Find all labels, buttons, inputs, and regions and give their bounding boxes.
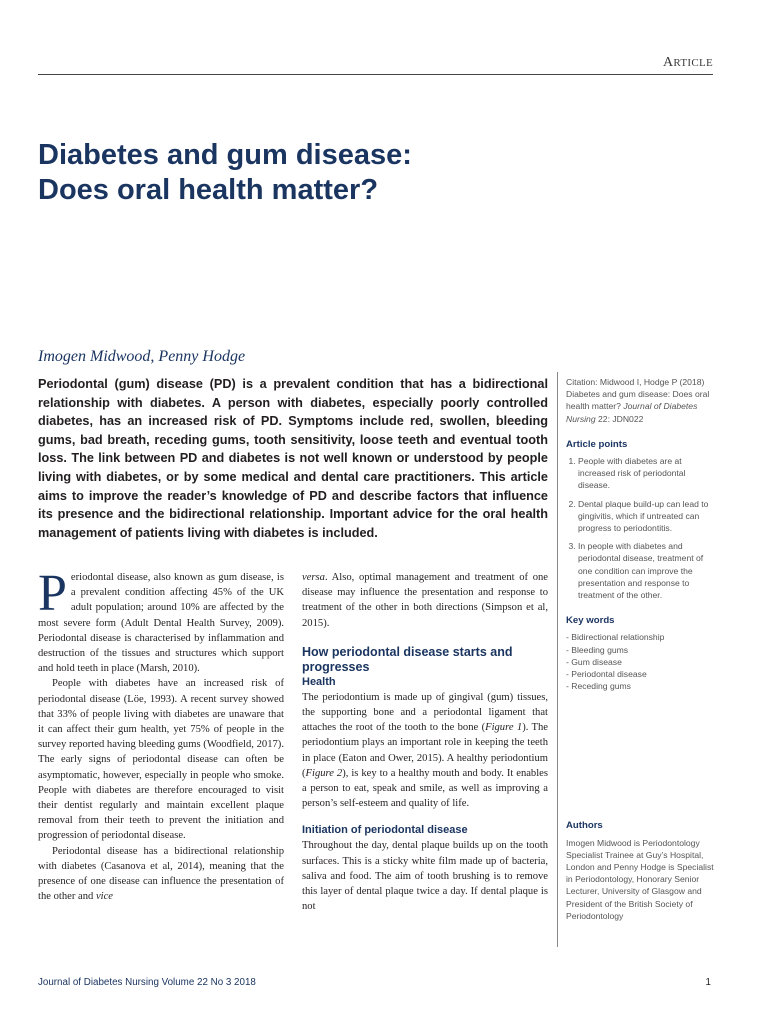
key-word: - Receding gums [566, 681, 631, 692]
paragraph-text: . Also, optimal management and treatment of one disease may influence the presentation and response to treatment of the other in both directions (Simpson et al, 2015). [302, 572, 548, 629]
paragraph-text: Periodontal disease has a bidirectional relationship with diabetes (Casanova et al, 2014), meaning that the presence of one disease can influence the presentation of the other and [38, 845, 284, 903]
footer-journal: Journal of Diabetes Nursing Volume 22 No 3 2018 [38, 977, 256, 988]
body-column-2 [302, 570, 548, 914]
paragraph-text: ), is key to a healthy mouth and body. It enables a person to eat, speak and smile, as well as improving a person’s self-esteem and quality of life. [302, 767, 549, 810]
section-label-rest: RTICLE [673, 57, 713, 69]
citation [566, 376, 716, 425]
abstract: Periodontal (gum) disease (PD) is a prevalent condition that has a bidirectional relationship with diabetes. A person with diabetes, especially poorly controlled diabetes, has an increased risk of PD. Symptoms include red, swollen, bleeding gums, bad breath, receding gums, tooth sensitivity, loose teeth and eventual tooth loss. The link between PD and diabetes is not well known or understood by people living with diabetes, or by some medical and dental care practitioners. This article aims to improve the reader’s knowledge of PD and describe factors that influence its presence and the bidirectional relationship. Important advice for the oral health management of patients living with diabetes is included. [38, 377, 548, 540]
paragraph-text: eriodontal disease, also known as gum disease, is a prevalent condition affecting 45% of the UK adult population; around 10% are affected by the most severe form (Adult Dental Health Survey, 2009). Periodontal disease is characterised by inflammation and destruction of the tissues and structures which support and hold teeth in place (Marsh, 2010). [38, 572, 284, 675]
italic-text: vice [95, 891, 114, 903]
header-rule [38, 74, 713, 75]
key-word: - Bidirectional relationship [566, 632, 665, 643]
section-label [663, 55, 713, 71]
citation-suffix: 22: JDN022 [595, 413, 644, 424]
sidebar [566, 376, 716, 922]
authors-bio: Imogen Midwood is Periodontology Specialist Trainee at Guy’s Hospital, London and Penny Hodge is Specialist in Periodontology, Honorary Senior Lecturer, University of Glasgow and President of the British Society of Periodontology [566, 837, 714, 921]
citation-journal: Journal of Diabetes Nursing [566, 401, 698, 424]
section-label-initial: A [662, 55, 674, 70]
author-byline: Imogen Midwood, Penny Hodge [38, 348, 246, 365]
figure-reference: Figure 1 [485, 722, 523, 734]
body-column-1 [38, 565, 284, 904]
key-word: - Gum disease [566, 656, 622, 667]
body-paragraph [302, 570, 548, 631]
section-heading: How periodontal disease starts and progresses [302, 644, 513, 674]
body-paragraph [38, 565, 284, 676]
subsection-heading-health: Health [302, 675, 336, 688]
article-points-list [566, 455, 716, 601]
article-point: 2. Dental plaque build-up can lead to gingivitis, which if untreated can progress to periodontitis. [578, 498, 716, 535]
article-title [38, 138, 598, 208]
paragraph-text: The periodontium is made up of gingival (gum) tissues, the supporting bone and a periodontal ligament that attaches the root of the tooth to the bone ( [302, 691, 548, 734]
article-point: 1. People with diabetes are at increased risk of periodontal disease. [578, 455, 716, 492]
subsection-heading-initiation: Initiation of periodontal disease [302, 824, 468, 837]
body-paragraph [38, 844, 284, 905]
key-word: - Periodontal disease [566, 669, 647, 680]
figure-reference: Figure 2 [305, 767, 343, 779]
key-words-heading: Key words [566, 615, 615, 627]
citation-prefix: Citation: Midwood I, Hodge P (2018) Diabetes and gum disease: Does oral health matter? [566, 377, 710, 412]
paragraph-text: ). The periodontium plays an important role in keeping the teeth in place (Eaton and Ower, 2015). A healthy periodontium ( [302, 722, 548, 779]
article-point: 3. In people with diabetes and periodontal disease, treatment of one condition can improve the presentation and response to treatment of the other. [578, 540, 716, 601]
key-word: - Bleeding gums [566, 644, 629, 655]
article-points-heading: Article points [566, 438, 628, 450]
key-words-list [566, 631, 716, 692]
page-number: 1 [705, 977, 711, 988]
body-paragraph [302, 690, 548, 812]
authors-heading: Authors [566, 820, 603, 832]
title-line-2: Does oral health matter? [38, 174, 379, 206]
body-paragraph: Throughout the day, dental plaque builds up on the tooth surfaces. This is a sticky white film made up of bacteria, saliva and food. The aim of tooth brushing is to remove this layer of dental plaque twice a day. If dental plaque is not [302, 840, 548, 913]
italic-text: versa [302, 572, 325, 583]
body-paragraph: People with diabetes have an increased risk of periodontal disease (Löe, 1993). A recent survey showed that 33% of people living with diabetes are unaware that it can affect their gum health, yet 75% of people in the survey reported having bleeding gums (Woodfield, 2017). The early signs of periodontal disease can often be asymptomatic, however, especially in people who smoke. People with diabetes are therefore encouraged to visit their dentist regularly and maintain excellent plaque removal from their teeth to prevent the initiation and progression of periodontal disease. [38, 678, 284, 842]
drop-cap: P [38, 565, 67, 622]
title-line-1: Diabetes and gum disease: [38, 139, 412, 171]
sidebar-divider [557, 372, 558, 947]
